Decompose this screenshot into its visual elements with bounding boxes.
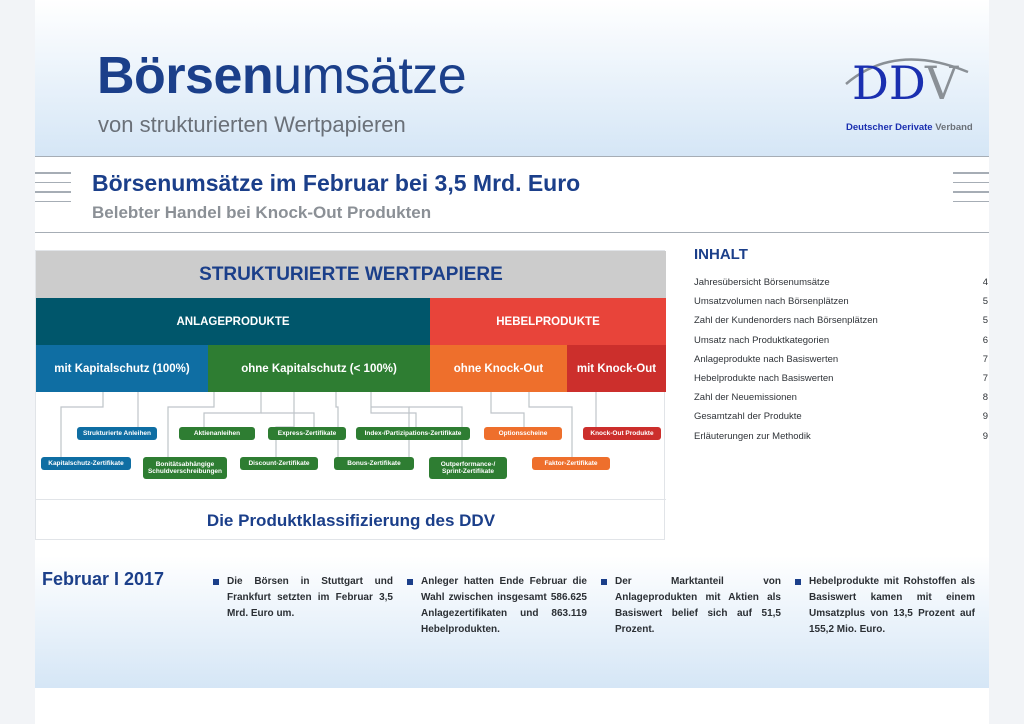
- mit-kapitalschutz-box: mit Kapitalschutz (100%): [36, 345, 208, 392]
- anlageprodukte-box: ANLAGEPRODUKTE: [36, 298, 430, 345]
- subheadline: Belebter Handel bei Knock-Out Produkten: [92, 203, 432, 222]
- tag-express: Express-Zertifikate: [268, 427, 346, 440]
- tag-knockout-produkte: Knock-Out Produkte: [583, 427, 661, 440]
- headline: Börsenumsätze im Februar bei 3,5 Mrd. Euro: [92, 170, 581, 196]
- summary-bullet: Hebelprodukte mit Rohstoffen als Basiswert kamen mit einem Umsatzplus von 13,5 Prozent auf 155,2 Mio. Euro.: [809, 574, 975, 638]
- ohne-knockout-box: ohne Knock-Out: [430, 345, 567, 392]
- product-classification-diagram: [35, 250, 665, 540]
- hebelprodukte-box: HEBELPRODUKTE: [430, 298, 666, 345]
- tag-bonus: Bonus-Zertifikate: [334, 457, 414, 470]
- tag-strukturierte-anleihen: Strukturierte Anleihen: [77, 427, 157, 440]
- toc-item[interactable]: Erläuterungen zur Methodik 9: [694, 430, 988, 442]
- toc-item[interactable]: Umsatz nach Produktkategorien 6: [694, 334, 988, 346]
- headline-rule: [35, 232, 989, 233]
- tag-optionsscheine: Optionsscheine: [484, 427, 562, 440]
- bullet-square-icon: [795, 579, 801, 585]
- toc-item[interactable]: Jahresübersicht Börsenumsätze 4: [694, 277, 988, 288]
- bullet-square-icon: [407, 579, 413, 585]
- tag-aktienanleihen: Aktienanleihen: [179, 427, 255, 440]
- toc-item[interactable]: Umsatzvolumen nach Börsenplätzen 5: [694, 296, 988, 308]
- mit-knockout-box: mit Knock-Out: [567, 345, 666, 392]
- tag-kapitalschutz-zertifikate: Kapitalschutz-Zertifikate: [41, 457, 131, 470]
- tag-faktor: Faktor-Zertifikate: [532, 457, 610, 470]
- ddv-logo: DDV Deutscher Derivate Verband: [840, 50, 980, 135]
- right-stripes: [953, 172, 989, 210]
- ohne-kapitalschutz-box: ohne Kapitalschutz (< 100%): [208, 345, 430, 392]
- toc-item[interactable]: Anlageprodukte nach Basiswerten 7: [694, 353, 988, 365]
- toc-item[interactable]: Zahl der Kundenorders nach Börsenplätzen 5: [694, 315, 988, 327]
- report-subtitle: von strukturierten Wertpapieren: [98, 112, 406, 137]
- tag-discount: Discount-Zertifikate: [240, 457, 318, 470]
- bullet-square-icon: [601, 579, 607, 585]
- header-rule: [35, 156, 989, 157]
- diagram-title: STRUKTURIERTE WERTPAPIERE: [36, 251, 666, 298]
- tag-index-partizipation: Index-/Partizipations-Zertifikate: [356, 427, 470, 440]
- summary-bullet: Der Marktanteil von Anlageprodukten mit Aktien als Basiswert belief sich auf 51,5 Prozent.: [615, 574, 781, 638]
- summary-bullet: Anleger hatten Ende Februar die Wahl zwischen insgesamt 586.625 Anlagezertifikaten und 863.119 Hebelprodukten.: [421, 574, 587, 638]
- tag-bonitaet: Bonitätsabhängige Schuldverschreibungen: [143, 457, 227, 479]
- toc-title: INHALT: [694, 246, 748, 263]
- header: [35, 0, 989, 156]
- table-of-contents: [694, 246, 988, 446]
- left-stripes: [35, 172, 71, 210]
- toc-item[interactable]: Hebelprodukte nach Basiswerten 7: [694, 372, 988, 384]
- tag-outperformance: Outperformance-/ Sprint-Zertifikate: [429, 457, 507, 479]
- bullet-square-icon: [213, 579, 219, 585]
- toc-item[interactable]: Zahl der Neuemissionen 8: [694, 392, 988, 404]
- report-title: Börsenumsätze: [97, 47, 467, 105]
- toc-item[interactable]: Gesamtzahl der Produkte 9: [694, 411, 988, 423]
- issue-date: Februar I 2017: [42, 569, 165, 589]
- summary-bullet: Die Börsen in Stuttgart und Frankfurt setzten im Februar 3,5 Mrd. Euro um.: [227, 574, 393, 622]
- summary-footer: [35, 556, 989, 688]
- diagram-footer: Die Produktklassifizierung des DDV: [36, 499, 666, 540]
